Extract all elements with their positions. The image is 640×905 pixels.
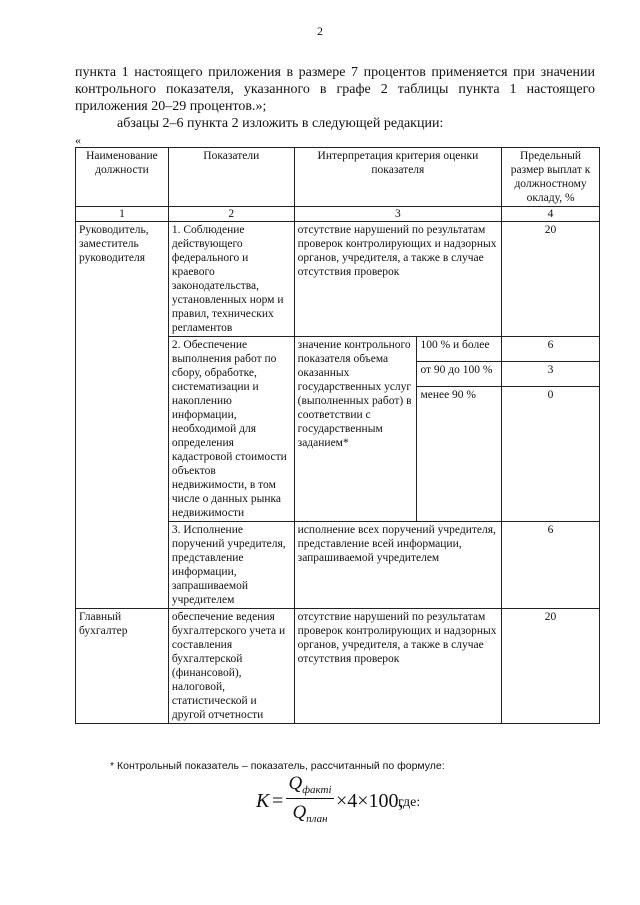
col-number: 3 [294, 207, 501, 222]
header-interpretation: Интерпретация критерия оценки показателя [294, 148, 501, 207]
range-low-value: 0 [502, 387, 600, 522]
interpretation-accounting: отсутствие нарушений по результатам проверок контролирующих и надзорных органов, учредителя, а также в случае отсутствия проверок [294, 609, 501, 724]
formula-where: где: [398, 795, 421, 810]
denominator-subscript: план [306, 813, 328, 825]
fraction-bar [286, 798, 334, 799]
formula-equals: = [272, 790, 284, 812]
formula-denominator [286, 802, 334, 825]
table-column-numbers-row [76, 207, 600, 222]
opening-quote: « [75, 133, 81, 147]
col-number: 4 [502, 207, 600, 222]
position-accountant: Главный бухгалтер [76, 609, 169, 724]
indicator-orders: 3. Исполнение поручений учредителя, представление информации, запрашиваемой учредителем [168, 522, 294, 609]
interpretation-control-indicator: значение контрольного показателя объема оказанных государственных услуг (выполненных работ) в соответствии с государственным заданием* [294, 337, 417, 522]
table-header-row [76, 148, 600, 207]
value-accounting: 20 [502, 609, 600, 724]
header-indicators: Показатели [168, 148, 294, 207]
numerator-subscript: фактi [302, 784, 332, 796]
indicator-accounting: обеспечение ведения бухгалтерского учета и составления бухгалтерской (финансовой), налоговой, статистической и другой отчетности [168, 609, 294, 724]
range-high: 100 % и более [417, 337, 502, 362]
formula-lhs: K [256, 790, 270, 812]
col-number: 2 [168, 207, 294, 222]
formula-numerator [286, 773, 334, 795]
indicator-work-performance: 2. Обеспечение выполнения работ по сбору, обработке, систематизации и накоплению информации, необходимой для определения кадастровой стоимости объектов недвижимости, в том числе о данных рынка недвижимости [168, 337, 294, 522]
footnote: * Контрольный показатель – показатель, рассчитанный по формуле: [110, 760, 445, 772]
interpretation-compliance: отсутствие нарушений по результатам проверок контролирующих и надзорных органов, учредителя, а также в случае отсутствия проверок [294, 222, 501, 337]
paragraph-intro: пункта 1 настоящего приложения в размере 7 процентов применяется при значении контрольного показателя, указанного в графе 2 таблицы пункта 1 настоящего приложения 20–29 процентов.»; [75, 65, 595, 114]
value-compliance: 20 [502, 222, 600, 337]
range-high-value: 6 [502, 337, 600, 362]
interpretation-orders: исполнение всех поручений учредителя, представление всей информации, запрашиваемой учредителем [294, 522, 501, 609]
formula-fraction [286, 773, 334, 825]
range-low: менее 90 % [417, 387, 502, 522]
header-position: Наименование должности [76, 148, 169, 207]
range-mid: от 90 до 100 % [417, 362, 502, 387]
range-mid-value: 3 [502, 362, 600, 387]
denominator-symbol: Q [292, 802, 307, 823]
formula-multiplier: ×4×100, [336, 790, 404, 812]
value-orders: 6 [502, 522, 600, 609]
table-row [76, 222, 600, 337]
page-number: 2 [317, 24, 323, 38]
table-row [76, 609, 600, 724]
indicator-compliance: 1. Соблюдение действующего федерального и краевого законодательства, установленных норм и правил, технических регламентов [168, 222, 294, 337]
formula [252, 773, 472, 828]
position-head: Руководитель, заместитель руководителя [76, 222, 169, 609]
numerator-symbol: Q [288, 773, 303, 794]
criteria-table [75, 147, 600, 724]
header-max-payment: Предельный размер выплат к должностному окладу, % [502, 148, 600, 207]
col-number: 1 [76, 207, 169, 222]
paragraph-instruction: абзацы 2–6 пункта 2 изложить в следующей редакции: [117, 116, 444, 131]
